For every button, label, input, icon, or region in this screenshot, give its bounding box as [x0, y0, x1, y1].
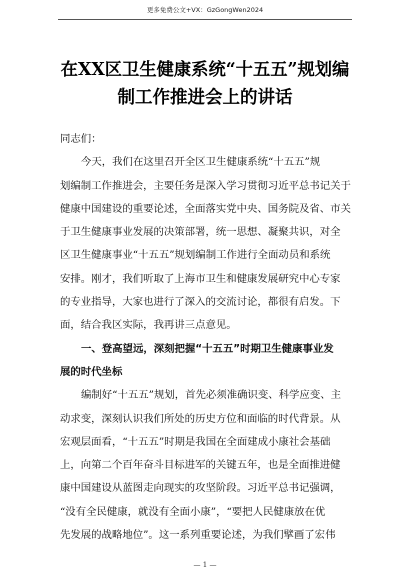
paragraph-line: 编制好“十五五”规划，首先必须准确识变、科学应变、主 — [81, 389, 341, 402]
salutation: 同志们： — [60, 133, 102, 145]
header-divider — [58, 19, 352, 20]
paragraph-line: 区卫生健康事业“十五五”规划编制工作进行全面动员和系统 — [60, 249, 331, 262]
paragraph-line: 于卫生健康事业发展的决策部署，统一思想、凝聚共识，对全 — [60, 226, 341, 239]
section-heading: 一、登高望远，深刻把握“十五五”时期卫生健康事业发 — [81, 342, 334, 355]
section-heading: 展的时代坐标 — [60, 365, 123, 378]
document-title — [60, 56, 350, 112]
paragraph-line: 的专业指导，大家也进行了深入的交流讨论，都很有启发。下 — [60, 296, 341, 309]
paragraph-line: 动求变，深刻认识我们所处的历史方位和面临的时代背景。从 — [60, 412, 341, 425]
title-line: 制工作推进会上的讲话 — [117, 88, 293, 108]
paragraph-line: 上，向第二个百年奋斗目标进军的关键五年，也是全面推进健 — [60, 459, 341, 472]
paragraph-line: 先发展的战略地位”。这一系列重要论述，为我们擘画了宏伟 — [60, 529, 336, 542]
paragraph-line: 宏观层面看，“十五五”时期是我国在全面建成小康社会基础 — [60, 435, 331, 448]
paragraph-line: “没有全民健康，就没有全面小康”，“要把人民健康放在优 — [60, 505, 326, 518]
paragraph-line: 健康中国建设的重要论述，全面落实党中央、国务院及省、市关 — [60, 202, 351, 215]
paragraph-line: 划编制工作推进会，主要任务是深入学习贯彻习近平总书记关于 — [60, 179, 351, 192]
page-number: — 1 — — [193, 561, 217, 569]
paragraph-line: 今天，我们在这里召开全区卫生健康系统“十五五”规 — [81, 156, 321, 169]
paragraph-line: 康中国建设从蓝图走向现实的攻坚阶段。习近平总书记强调， — [60, 482, 341, 495]
document-body — [60, 128, 352, 547]
page-header-text: 更多免费公文+VX：GzGongWen2024 — [146, 6, 264, 14]
title-line: 在XX区卫生健康系统“十五五”规划编 — [60, 60, 350, 80]
paragraph-line: 安排。刚才，我们听取了上海市卫生和健康发展研究中心专家 — [60, 272, 341, 285]
paragraph-line: 面，结合我区实际，我再讲三点意见。 — [60, 319, 237, 332]
